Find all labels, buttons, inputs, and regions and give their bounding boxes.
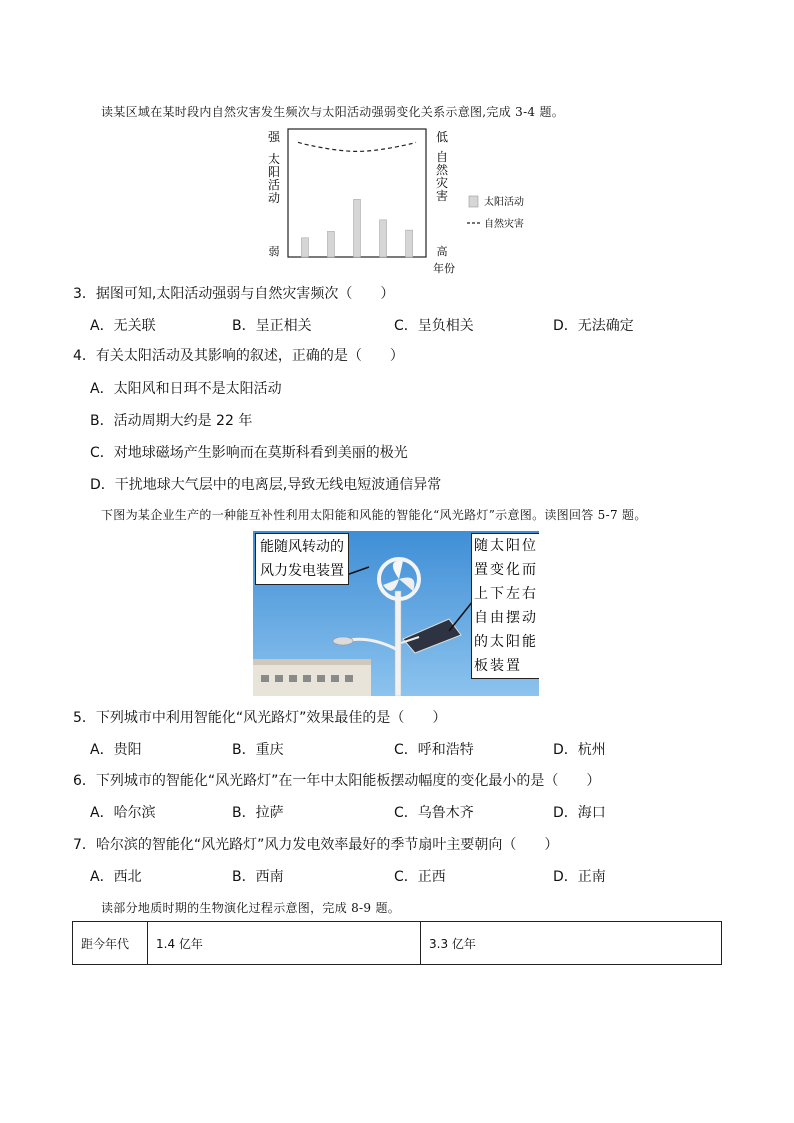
chart-svg xyxy=(262,123,562,275)
q6-option-d[interactable]: D．海口 xyxy=(553,805,606,821)
q5-option-c[interactable]: C．呼和浩特 xyxy=(394,742,474,758)
axis-label-char: 动 xyxy=(267,191,281,205)
legend-line-label: 自然灾害 xyxy=(484,219,524,230)
q6-option-c[interactable]: C．乌鲁木齐 xyxy=(394,805,474,821)
q7-option-d[interactable]: D．正南 xyxy=(553,869,606,885)
building xyxy=(253,663,371,696)
q7-option-a[interactable]: A．西北 xyxy=(90,869,142,885)
intro-text-5-7: 下图为某企业生产的一种能互补性利用太阳能和风能的智能化“风光路灯”示意图。读图回答 5-7 题。 xyxy=(101,508,647,522)
legend-bar-swatch xyxy=(469,196,478,207)
callout-right-line-3: 上下左右 xyxy=(474,586,538,602)
table-cell-3-3: 3.3 亿年 xyxy=(421,922,722,965)
q4-option-c[interactable]: C．对地球磁场产生影响而在莫斯科看到美丽的极光 xyxy=(90,445,408,461)
question-7-stem: 7．哈尔滨的智能化“风光路灯”风力发电效率最好的季节扇叶主要朝向（ ） xyxy=(73,837,559,853)
solar-activity-bar xyxy=(406,230,413,257)
q5-option-a[interactable]: A．贵阳 xyxy=(90,742,142,758)
solar-activity-bar xyxy=(301,238,308,257)
table-row xyxy=(73,922,722,965)
question-4-stem: 4．有关太阳活动及其影响的叙述，正确的是（ ） xyxy=(73,348,404,364)
callout-left-line-2: 风力发电装置 xyxy=(260,563,344,579)
solar-disaster-chart xyxy=(262,123,562,275)
question-5-stem: 5．下列城市中利用智能化“风光路灯”效果最佳的是（ ） xyxy=(73,710,447,726)
callout-wind-device xyxy=(255,533,349,585)
legend-bar-label: 太阳活动 xyxy=(484,197,524,208)
building-roof xyxy=(253,659,371,665)
axis-label-char: 阳 xyxy=(267,165,281,179)
q3-option-b[interactable]: B．呈正相关 xyxy=(232,318,312,334)
q3-option-a[interactable]: A．无关联 xyxy=(90,318,156,334)
callout-right-line-4: 自由摆动 xyxy=(474,610,538,626)
q5-option-b[interactable]: B．重庆 xyxy=(232,742,284,758)
intro-text-3-4: 读某区域在某时段内自然灾害发生频次与太阳活动强弱变化关系示意图,完成 3-4 题。 xyxy=(101,105,565,119)
right-bottom-label: 高 xyxy=(436,245,448,258)
axis-label-char: 活 xyxy=(267,178,281,192)
solar-activity-bar xyxy=(354,199,361,257)
x-axis-label: 年份 xyxy=(433,262,455,275)
axis-label-char: 害 xyxy=(435,189,449,203)
q5-option-d[interactable]: D．杭州 xyxy=(553,742,606,758)
callout-right-line-1: 随太阳位 xyxy=(474,538,538,554)
geologic-era-table xyxy=(72,921,722,965)
q3-option-c[interactable]: C．呈负相关 xyxy=(394,318,474,334)
left-bottom-label: 弱 xyxy=(268,245,280,258)
axis-label-char: 然 xyxy=(435,163,449,177)
table-header-cell: 距今年代 xyxy=(73,922,148,965)
question-3-stem: 3．据图可知,太阳活动强弱与自然灾害频次（ ） xyxy=(73,286,395,302)
q6-option-a[interactable]: A．哈尔滨 xyxy=(90,805,156,821)
question-6-stem: 6．下列城市的智能化“风光路灯”在一年中太阳能板摆动幅度的变化最小的是（ ） xyxy=(73,773,601,789)
callout-right-line-5: 的太阳能 xyxy=(474,634,538,650)
solar-activity-bar xyxy=(380,220,387,257)
axis-label-char: 自 xyxy=(435,150,449,164)
left-axis-label xyxy=(268,151,280,205)
right-axis-label xyxy=(436,150,449,203)
right-top-label: 低 xyxy=(435,130,449,144)
q6-option-b[interactable]: B．拉萨 xyxy=(232,805,284,821)
q4-option-a[interactable]: A．太阳风和日珥不是太阳活动 xyxy=(90,381,282,397)
callout-right-line-2: 置变化而 xyxy=(474,562,538,578)
axis-label-char: 太 xyxy=(267,152,281,166)
wind-solar-streetlight-photo xyxy=(253,531,539,696)
axis-label-char: 灾 xyxy=(435,176,449,190)
callout-right-line-6: 板装置 xyxy=(474,658,522,674)
lamp-pole xyxy=(395,591,401,696)
intro-text-8-9: 读部分地质时期的生物演化过程示意图，完成 8-9 题。 xyxy=(101,901,401,915)
left-top-label: 强 xyxy=(267,130,281,144)
callout-left-line-1: 能随风转动的 xyxy=(260,539,344,555)
q3-option-d[interactable]: D．无法确定 xyxy=(553,318,634,334)
table-cell-1-4: 1.4 亿年 xyxy=(148,922,421,965)
disaster-curve xyxy=(298,142,416,151)
q7-option-b[interactable]: B．西南 xyxy=(232,869,284,885)
q4-option-b[interactable]: B．活动周期大约是 22 年 xyxy=(90,413,253,429)
solar-activity-bar xyxy=(327,231,334,257)
lamp-head xyxy=(333,637,353,645)
callout-solar-device xyxy=(471,533,539,679)
q4-option-d[interactable]: D．干扰地球大气层中的电离层,导致无线电短波通信异常 xyxy=(90,477,442,493)
q7-option-c[interactable]: C．正西 xyxy=(394,869,446,885)
